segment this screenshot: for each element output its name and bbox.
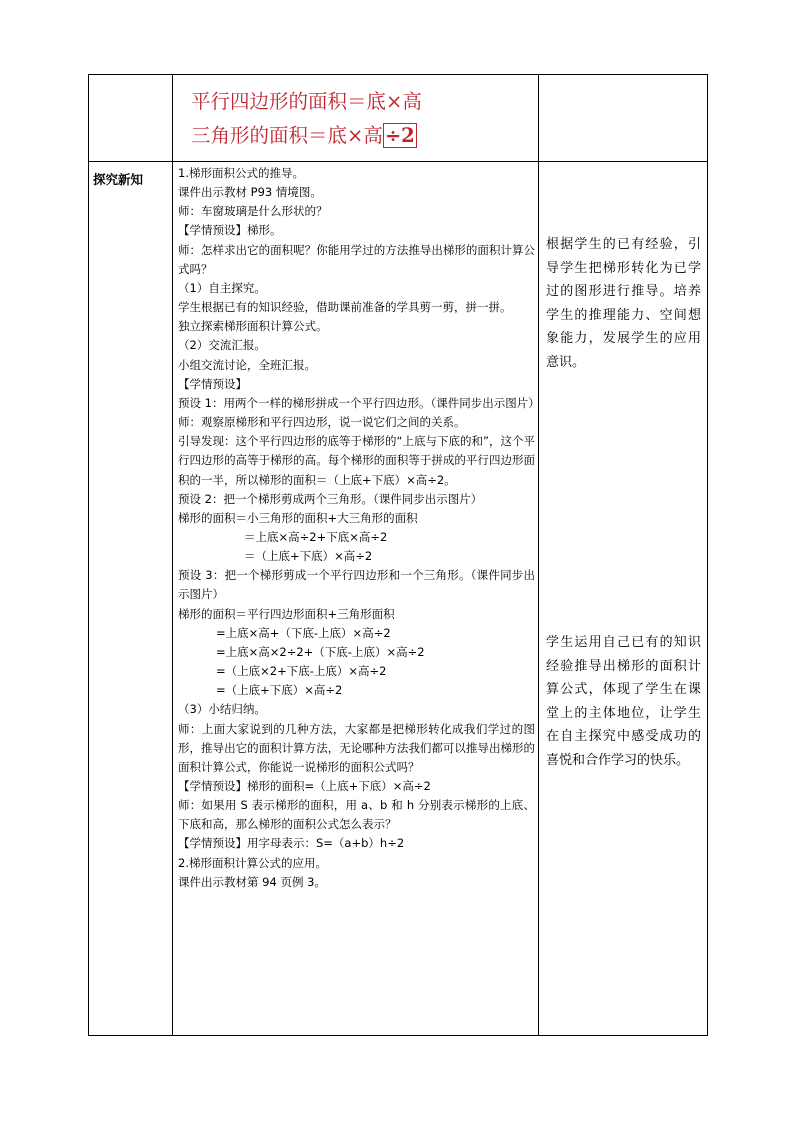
triangle-area-formula bbox=[191, 119, 538, 153]
content-line: 引导发现：这个平行四边形的底等于梯形的“上底与下底的和”，这个平行四边形的高等于梯形的高。每个梯形的面积等于拼成的平行四边形面积的一半，所以梯形的面积＝（上底+下底）×高÷2。 bbox=[178, 434, 535, 487]
content-line: 预设 2：把一个梯形剪成两个三角形。（课件同步出示图片） bbox=[178, 491, 483, 506]
empty-notes-cell bbox=[539, 75, 708, 162]
content-line: =（上底+下底）×高÷2 bbox=[216, 683, 343, 698]
content-line: ＝上底×高÷2+下底×高÷2 bbox=[244, 529, 388, 544]
section-label: 探究新知 bbox=[93, 172, 144, 187]
explore-row bbox=[89, 162, 708, 1036]
content-line: 小组交流讨论，全班汇报。 bbox=[178, 357, 316, 372]
notes-cell bbox=[539, 162, 708, 1036]
parallelogram-area-formula: 平行四边形的面积＝底×高 bbox=[191, 90, 422, 113]
content-line: 独立探索梯形面积计算公式。 bbox=[178, 319, 328, 334]
empty-label-cell bbox=[89, 75, 173, 162]
content-line: 2.梯形面积计算公式的应用。 bbox=[178, 855, 327, 870]
design-note-2: 学生运用自己已有的知识经验推导出梯形的面积计算公式，体现了学生在课堂上的主体地位，让学生在自主探究中感受成功的喜悦和合作学习的快乐。 bbox=[546, 635, 701, 768]
formula-row bbox=[89, 75, 708, 162]
content-line: 【学情预设】 bbox=[178, 376, 247, 391]
content-cell bbox=[173, 162, 539, 1036]
content-line: 课件出示教材 P93 情境图。 bbox=[178, 185, 322, 200]
design-note-1: 根据学生的已有经验，引导学生把梯形转化为已学过的图形进行推导。培养学生的推理能力、空间想象能力，发展学生的应用意识。 bbox=[546, 237, 701, 370]
content-line: 师：上面大家说到的几种方法，大家都是把梯形转化成我们学过的图形，推导出它的面积计算方法，无论哪种方法我们都可以推导出梯形的面积计算公式，你能说一说梯形的面积公式吗？ bbox=[178, 721, 535, 774]
content-line: 【学情预设】用字母表示：S=（a+b）h÷2 bbox=[178, 836, 405, 851]
content-line: =上底×高×2÷2+（下底-上底）×高÷2 bbox=[216, 644, 425, 659]
content-line: =上底×高+（下底-上底）×高÷2 bbox=[216, 625, 391, 640]
content-line: （1）自主探究。 bbox=[178, 280, 266, 295]
content-line: 梯形的面积＝平行四边形面积+三角形面积 bbox=[178, 606, 395, 621]
content-line: 【学情预设】梯形。 bbox=[178, 223, 282, 238]
content-line: （2）交流汇报。 bbox=[178, 338, 266, 353]
content-line: 预设 1：用两个一样的梯形拼成一个平行四边形。（课件同步出示图片） bbox=[178, 395, 540, 410]
content-line: 课件出示教材第 94 页例 3。 bbox=[178, 874, 326, 889]
content-line: 学生根据已有的知识经验，借助课前准备的学具剪一剪，拼一拼。 bbox=[178, 300, 512, 315]
divide-by-two-box: ÷2 bbox=[384, 124, 415, 147]
content-line: =（上底×2+下底-上底）×高÷2 bbox=[216, 664, 387, 679]
lesson-content bbox=[173, 162, 538, 894]
content-line: 师：如果用 S 表示梯形的面积，用 a、b 和 h 分别表示梯形的上底、下底和高，那么梯形的面积公式怎么表示？ bbox=[178, 798, 535, 832]
triangle-formula-prefix: 三角形的面积＝底×高 bbox=[191, 124, 383, 147]
content-line: 【学情预设】梯形的面积=（上底+下底）×高÷2 bbox=[178, 779, 431, 793]
formula-cell bbox=[173, 75, 539, 162]
content-line: ＝（上底+下底）×高÷2 bbox=[244, 549, 373, 564]
content-line: 师：怎样求出它的面积呢？你能用学过的方法推导出梯形的面积计算公式吗？ bbox=[178, 242, 535, 276]
section-label-cell bbox=[89, 162, 173, 1036]
formula-block bbox=[173, 75, 538, 161]
content-line: 1.梯形面积公式的推导。 bbox=[178, 166, 304, 180]
content-line: 梯形的面积＝小三角形的面积+大三角形的面积 bbox=[178, 510, 418, 525]
content-line: 师：观察原梯形和平行四边形，说一说它们之间的关系。 bbox=[178, 415, 466, 430]
design-notes bbox=[539, 233, 707, 772]
content-line: 预设 3：把一个梯形剪成一个平行四边形和一个三角形。（课件同步出示图片） bbox=[178, 568, 535, 602]
content-line: 师：车窗玻璃是什么形状的？ bbox=[178, 204, 328, 219]
lesson-plan-table bbox=[88, 74, 708, 1036]
content-line: （3）小结归纳。 bbox=[178, 702, 266, 717]
